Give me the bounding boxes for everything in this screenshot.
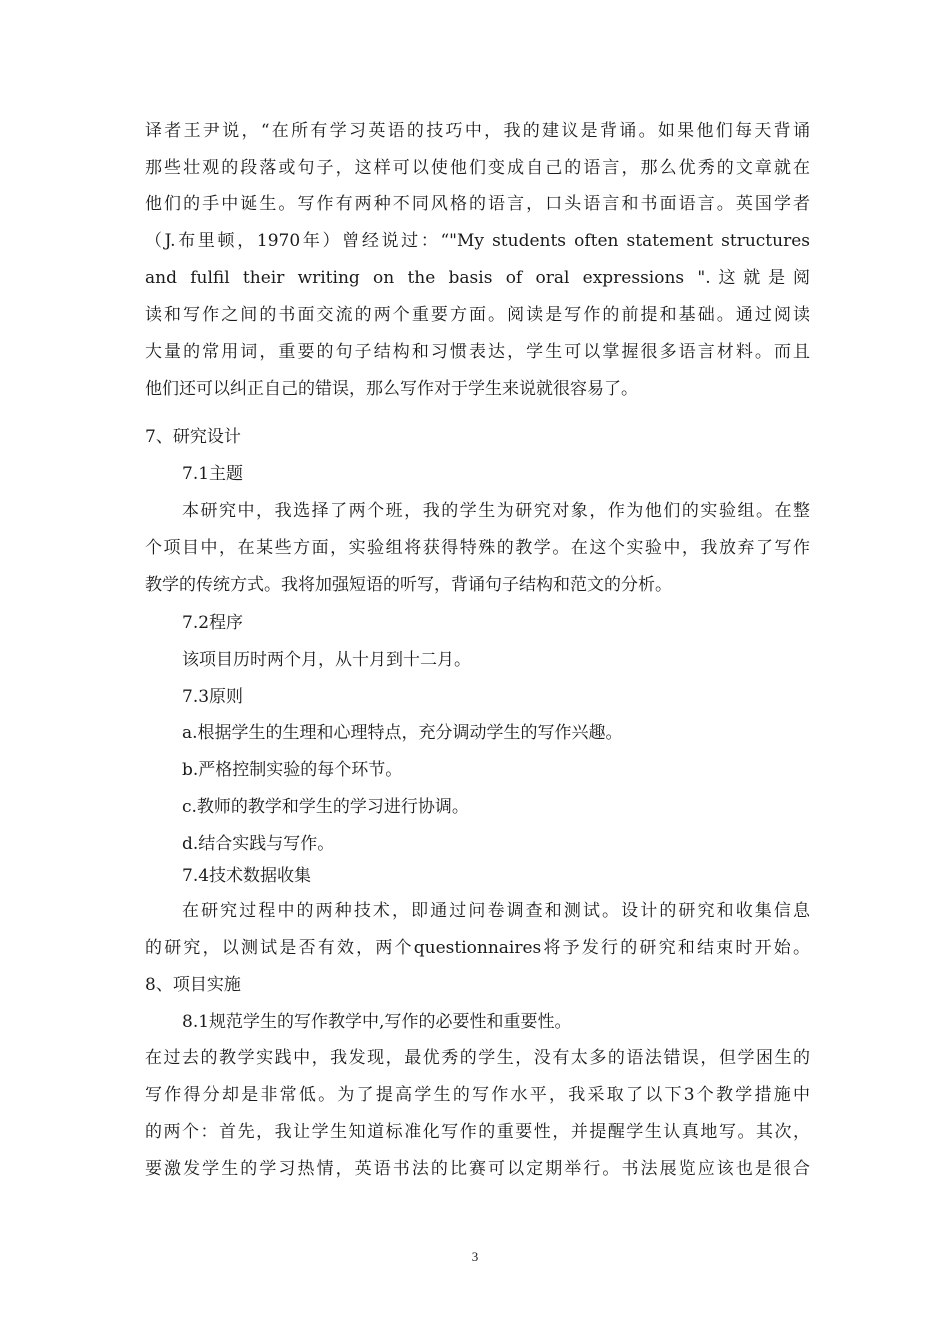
paragraph-line: 那些壮观的段落或句子，这样可以使他们变成自己的语言，那么优秀的文章就在	[145, 158, 810, 178]
paragraph-line: 他们还可以纠正自己的错误，那么写作对于学生来说就很容易了。	[145, 379, 638, 399]
paragraph-line: 个项目中，在某些方面，实验组将获得特殊的教学。在这个实验中，我放弃了写作	[145, 538, 810, 558]
paragraph-line: 的研究，以测试是否有效，两个questionnaires将予发行的研究和结束时开始。	[145, 938, 810, 958]
paragraph-line: 在研究过程中的两种技术，即通过问卷调查和测试。设计的研究和收集信息	[182, 901, 810, 921]
subsection-heading: 7.1主题	[182, 464, 244, 484]
paragraph-line: 大量的常用词，重要的句子结构和习惯表达，学生可以掌握很多语言材料。而且	[145, 342, 810, 362]
paragraph-line: （J.布里顿，1970年）曾经说过：“"My students often statement structures	[145, 231, 810, 251]
subsection-heading: 7.3原则	[182, 687, 244, 707]
section-heading: 7、研究设计	[145, 427, 241, 447]
paragraph-line: and fulfil their writing on the basis of oral expressions ".这就是阅	[145, 268, 810, 288]
list-item: c.教师的教学和学生的学习进行协调。	[182, 797, 469, 817]
list-item: b.严格控制实验的每个环节。	[182, 760, 403, 780]
subsection-heading: 7.2程序	[182, 613, 244, 633]
paragraph-line: 写作得分却是非常低。为了提高学生的写作水平，我采取了以下3个教学措施中	[145, 1085, 810, 1105]
paragraph-line: 译者王尹说，“在所有学习英语的技巧中，我的建议是背诵。如果他们每天背诵	[145, 121, 810, 141]
paragraph-line: 读和写作之间的书面交流的两个重要方面。阅读是写作的前提和基础。通过阅读	[145, 305, 810, 325]
paragraph-line: 本研究中，我选择了两个班，我的学生为研究对象，作为他们的实验组。在整	[182, 501, 810, 521]
paragraph-line: 在过去的教学实践中，我发现，最优秀的学生，没有太多的语法错误，但学困生的	[145, 1048, 810, 1068]
paragraph-line: 该项目历时两个月，从十月到十二月。	[182, 650, 471, 670]
list-item: a.根据学生的生理和心理特点，充分调动学生的写作兴趣。	[182, 723, 623, 743]
paragraph-line: 教学的传统方式。我将加强短语的听写，背诵句子结构和范文的分析。	[145, 575, 672, 595]
paragraph-line: 要激发学生的学习热情，英语书法的比赛可以定期举行。书法展览应该也是很合	[145, 1159, 810, 1179]
list-item: d.结合实践与写作。	[182, 834, 335, 854]
paragraph-line: 他们的手中诞生。写作有两种不同风格的语言，口头语言和书面语言。英国学者	[145, 194, 810, 214]
page-number: 3	[471, 1249, 479, 1264]
subsection-heading: 7.4技术数据收集	[182, 866, 312, 886]
paragraph-line: 的两个：首先，我让学生知道标准化写作的重要性，并提醒学生认真地写。其次，	[145, 1122, 810, 1142]
subsection-heading: 8.1规范学生的写作教学中,写作的必要性和重要性。	[182, 1012, 572, 1032]
section-heading: 8、项目实施	[145, 975, 241, 995]
